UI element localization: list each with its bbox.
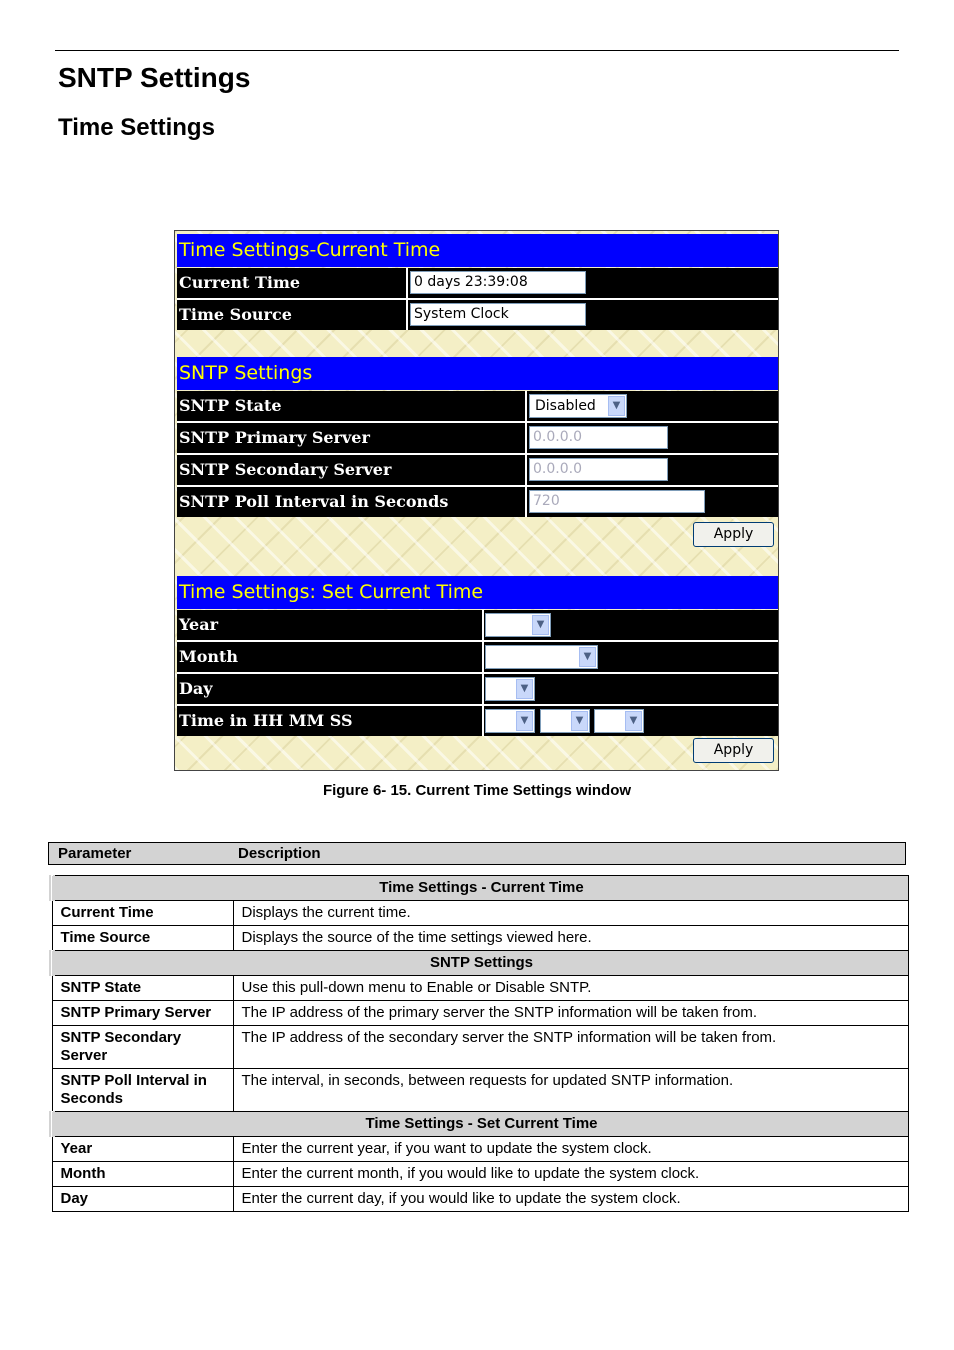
table-row <box>52 901 909 926</box>
param-name: Time Source <box>52 926 233 951</box>
description-column-header: Description <box>238 845 321 862</box>
param-description: Enter the current month, if you would like to update the system clock. <box>233 1162 909 1187</box>
minute-select[interactable] <box>540 709 590 733</box>
sntp-state-row <box>177 391 778 421</box>
param-name: SNTP Poll Interval in Seconds <box>52 1069 233 1112</box>
time-hhmmss-row <box>177 706 778 736</box>
day-row <box>177 674 778 704</box>
current-time-field[interactable]: 0 days 23:39:08 <box>410 271 586 294</box>
sntp-apply-button[interactable]: Apply <box>693 522 774 547</box>
table-row <box>52 1187 909 1212</box>
chevron-down-icon: ▼ <box>516 711 533 731</box>
current-time-row <box>177 268 778 298</box>
year-label: Year <box>179 615 219 634</box>
parameter-table-header <box>48 842 906 865</box>
current-time-label: Current Time <box>179 273 301 292</box>
month-label: Month <box>179 647 239 666</box>
param-name: Year <box>52 1137 233 1162</box>
chevron-down-icon: ▼ <box>608 396 625 416</box>
time-source-row <box>177 300 778 330</box>
sntp-state-value: Disabled <box>535 398 596 414</box>
time-settings-window <box>174 230 779 771</box>
param-name: SNTP State <box>52 976 233 1001</box>
sntp-poll-row <box>177 487 778 517</box>
sntp-poll-label: SNTP Poll Interval in Seconds <box>179 492 449 511</box>
table-row <box>52 1162 909 1187</box>
parameter-table <box>49 875 909 1212</box>
day-select[interactable] <box>485 677 535 701</box>
param-description: The IP address of the secondary server the SNTP information will be taken from. <box>233 1026 909 1069</box>
time-hhmmss-label: Time in HH MM SS <box>179 711 353 730</box>
sntp-poll-interval-input[interactable]: 720 <box>529 490 705 513</box>
time-source-label: Time Source <box>179 305 292 324</box>
chevron-down-icon: ▼ <box>532 615 549 635</box>
set-current-time-heading: Time Settings: Set Current Time <box>177 576 778 609</box>
table-section-heading: Time Settings - Set Current Time <box>52 1112 909 1137</box>
sntp-settings-heading: SNTP Settings <box>177 357 778 390</box>
parameter-column-header: Parameter <box>58 845 132 862</box>
table-section-heading: Time Settings - Current Time <box>52 876 909 901</box>
figure-caption: Figure 6- 15. Current Time Settings window <box>322 782 632 799</box>
chevron-down-icon: ▼ <box>571 711 588 731</box>
param-description: The IP address of the primary server the SNTP information will be taken from. <box>233 1001 909 1026</box>
param-description: Enter the current day, if you would like to update the system clock. <box>233 1187 909 1212</box>
chevron-down-icon: ▼ <box>516 679 533 699</box>
sntp-state-select[interactable] <box>529 394 627 418</box>
table-row <box>52 1026 909 1069</box>
param-name: Day <box>52 1187 233 1212</box>
page-title: SNTP Settings <box>58 62 251 93</box>
hour-select[interactable] <box>485 709 535 733</box>
sntp-state-label: SNTP State <box>179 396 282 415</box>
param-name: Month <box>52 1162 233 1187</box>
table-row <box>52 1137 909 1162</box>
table-section-heading: SNTP Settings <box>52 951 909 976</box>
table-row <box>52 976 909 1001</box>
day-label: Day <box>179 679 213 698</box>
table-row <box>52 926 909 951</box>
chevron-down-icon: ▼ <box>625 711 642 731</box>
month-select[interactable] <box>485 645 598 669</box>
sntp-secondary-row <box>177 455 778 485</box>
header-rule <box>55 50 899 51</box>
time-source-field[interactable]: System Clock <box>410 303 586 326</box>
sntp-secondary-label: SNTP Secondary Server <box>179 460 392 479</box>
param-description: Enter the current year, if you want to update the system clock. <box>233 1137 909 1162</box>
param-description: Displays the source of the time settings viewed here. <box>233 926 909 951</box>
current-time-heading: Time Settings-Current Time <box>177 234 778 267</box>
year-select[interactable] <box>485 613 551 637</box>
param-description: Use this pull-down menu to Enable or Disable SNTP. <box>233 976 909 1001</box>
table-row <box>52 1069 909 1112</box>
section-title: Time Settings <box>58 114 215 141</box>
year-row <box>177 610 778 640</box>
table-row <box>52 1001 909 1026</box>
sntp-primary-row <box>177 423 778 453</box>
sntp-primary-label: SNTP Primary Server <box>179 428 370 447</box>
param-name: SNTP Primary Server <box>52 1001 233 1026</box>
param-description: Displays the current time. <box>233 901 909 926</box>
sntp-primary-server-input[interactable]: 0.0.0.0 <box>529 426 668 449</box>
second-select[interactable] <box>594 709 644 733</box>
set-time-apply-button[interactable]: Apply <box>693 738 774 763</box>
chevron-down-icon: ▼ <box>579 647 596 667</box>
param-description: The interval, in seconds, between requests for updated SNTP information. <box>233 1069 909 1112</box>
param-name: Current Time <box>52 901 233 926</box>
param-name: SNTP Secondary Server <box>52 1026 233 1069</box>
month-row <box>177 642 778 672</box>
sntp-secondary-server-input[interactable]: 0.0.0.0 <box>529 458 668 481</box>
